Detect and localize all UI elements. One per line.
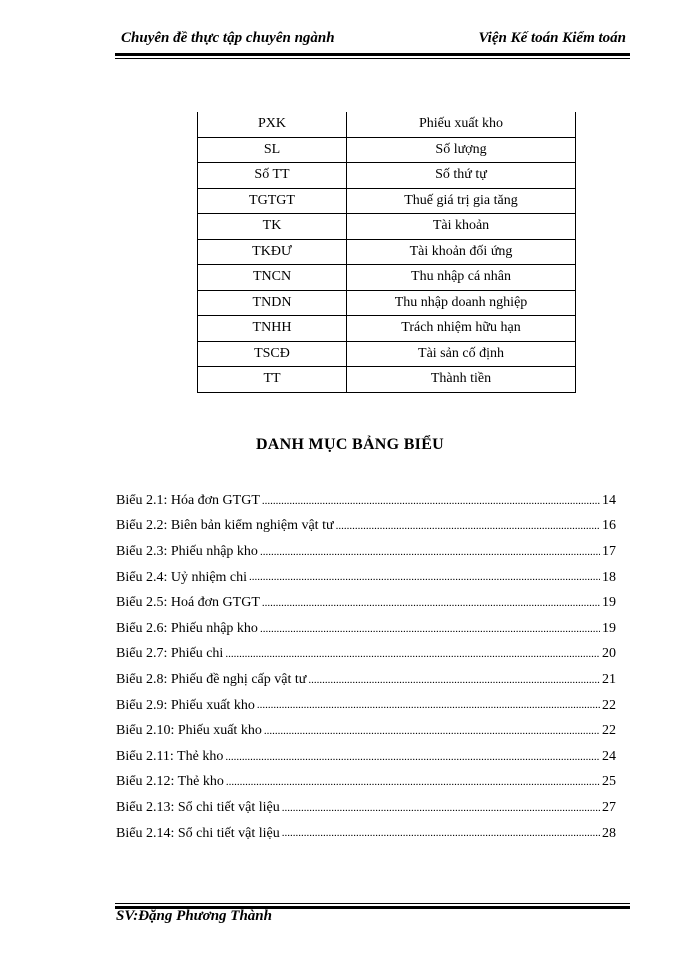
toc-entry-label: Biểu 2.8: Phiếu đề nghị cấp vật tư [116, 671, 307, 687]
abbreviation-code: TNCN [198, 265, 347, 291]
toc-leader-dots [260, 547, 600, 558]
abbreviation-code: TNHH [198, 316, 347, 342]
table-row [198, 214, 576, 240]
table-row [198, 290, 576, 316]
toc-entry-page: 16 [602, 518, 616, 534]
toc-entry-label: Biểu 2.4: Uỷ nhiệm chi [116, 569, 248, 585]
abbreviation-meaning: Tài khoản [347, 214, 576, 240]
toc-entry-page: 27 [602, 799, 616, 815]
toc-entry-label: Biểu 2.1: Hóa đơn GTGT [116, 492, 260, 508]
footer-rule-thin [115, 903, 630, 904]
table-row [198, 367, 576, 393]
toc-entry-page: 18 [602, 569, 616, 585]
toc-entry-label: Biểu 2.9: Phiếu xuất kho [116, 697, 255, 713]
toc-entry-label: Biểu 2.2: Biên bản kiểm nghiệm vật tư [116, 518, 334, 534]
abbreviation-code: TSCĐ [198, 341, 347, 367]
toc-entry-label: Biểu 2.6: Phiếu nhập kho [116, 620, 258, 636]
abbreviation-code: PXK [198, 112, 347, 137]
toc-entry-page: 14 [602, 492, 616, 508]
table-row [198, 265, 576, 291]
toc-entry-label: Biểu 2.3: Phiếu nhập kho [116, 543, 258, 559]
toc-entry [116, 488, 616, 514]
toc-entry-page: 22 [602, 723, 616, 739]
toc-entry-label: Biểu 2.12: Thẻ kho [116, 774, 224, 790]
abbreviation-code: Số TT [198, 163, 347, 189]
table-row [198, 341, 576, 367]
toc-entry [116, 514, 616, 540]
toc-entry-label: Biểu 2.11: Thẻ kho [116, 748, 224, 764]
abbreviation-meaning: Thuế giá trị gia tăng [347, 188, 576, 214]
table-row [198, 112, 576, 137]
table-of-figures [116, 488, 616, 846]
toc-entry-page: 28 [602, 825, 616, 841]
toc-entry [116, 642, 616, 668]
abbreviation-meaning: Số lượng [347, 137, 576, 163]
abbreviation-code: TNDN [198, 290, 347, 316]
header-left-title: Chuyên đề thực tập chuyên ngành [121, 30, 335, 46]
toc-entry-label: Biểu 2.13: Sổ chi tiết vật liệu [116, 799, 280, 815]
footer-author: SV:Đặng Phương Thành [116, 908, 272, 924]
toc-entry [116, 744, 616, 770]
toc-entry-page: 19 [602, 620, 616, 636]
toc-leader-dots [282, 803, 600, 814]
toc-entry [116, 616, 616, 642]
toc-entry-label: Biểu 2.14: Sổ chi tiết vật liệu [116, 825, 280, 841]
table-row [198, 316, 576, 342]
abbreviation-meaning: Phiếu xuất kho [347, 112, 576, 137]
abbreviation-code: TKĐƯ [198, 239, 347, 265]
abbreviation-meaning: Thu nhập cá nhân [347, 265, 576, 291]
table-row [198, 137, 576, 163]
header-rule-thin [115, 58, 630, 59]
header-right-title: Viện Kế toán Kiểm toán [478, 30, 626, 46]
abbreviation-meaning: Thu nhập doanh nghiệp [347, 290, 576, 316]
toc-leader-dots [226, 777, 600, 788]
toc-entry-label: Biểu 2.10: Phiếu xuất kho [116, 723, 262, 739]
toc-entry [116, 590, 616, 616]
abbreviation-meaning: Tài khoản đối ứng [347, 239, 576, 265]
toc-entry-page: 20 [602, 646, 616, 662]
toc-leader-dots [262, 496, 600, 507]
toc-entry [116, 718, 616, 744]
abbreviation-meaning: Số thứ tự [347, 163, 576, 189]
abbreviation-meaning: Thành tiền [347, 367, 576, 393]
abbreviation-code: TT [198, 367, 347, 393]
toc-entry [116, 693, 616, 719]
toc-leader-dots [249, 572, 600, 583]
toc-leader-dots [336, 521, 600, 532]
section-title: DANH MỤC BẢNG BIỂU [255, 436, 445, 453]
toc-leader-dots [264, 726, 600, 737]
abbreviation-meaning: Trách nhiệm hữu hạn [347, 316, 576, 342]
abbreviation-code: TGTGT [198, 188, 347, 214]
toc-entry-page: 24 [602, 748, 616, 764]
abbreviation-meaning: Tài sản cố định [347, 341, 576, 367]
abbreviation-code: TK [198, 214, 347, 240]
toc-leader-dots [260, 624, 600, 635]
table-row [198, 239, 576, 265]
table-row [198, 163, 576, 189]
toc-leader-dots [262, 598, 600, 609]
toc-leader-dots [257, 700, 600, 711]
toc-leader-dots [225, 752, 600, 763]
toc-entry [116, 667, 616, 693]
toc-entry-label: Biểu 2.7: Phiếu chi [116, 646, 224, 662]
toc-entry-page: 21 [602, 671, 616, 687]
toc-leader-dots [282, 828, 600, 839]
toc-entry [116, 795, 616, 821]
page-header [115, 30, 630, 54]
header-rule-thick [115, 53, 630, 56]
toc-leader-dots [308, 675, 600, 686]
table-row [198, 188, 576, 214]
toc-entry-page: 22 [602, 697, 616, 713]
toc-entry [116, 770, 616, 796]
toc-entry-page: 19 [602, 595, 616, 611]
toc-entry-label: Biểu 2.5: Hoá đơn GTGT [116, 595, 260, 611]
toc-entry [116, 821, 616, 847]
abbreviation-code: SL [198, 137, 347, 163]
toc-entry-page: 25 [602, 774, 616, 790]
toc-leader-dots [225, 649, 600, 660]
toc-entry-page: 17 [602, 543, 616, 559]
toc-entry [116, 539, 616, 565]
abbreviation-table [197, 112, 576, 393]
toc-entry [116, 565, 616, 591]
